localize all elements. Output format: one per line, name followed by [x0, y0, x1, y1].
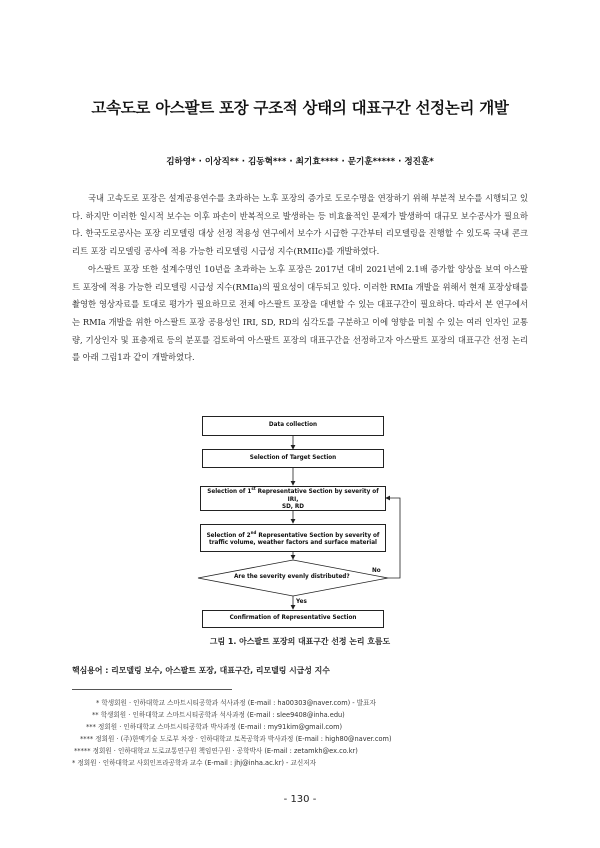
flowchart-connectors — [190, 412, 420, 628]
footnote-6: * 정회원 · 인하대학교 사회인프라공학과 교수 (E-mail : jhj@inha.ac.kr) - 교신저자 — [72, 759, 316, 767]
yes-label: Yes — [296, 599, 307, 605]
footnote-1: * 학생회원 · 인하대학교 스마트시티공학과 석사과정 (E-mail : ha00303@naver.com) - 발표자 — [96, 699, 376, 707]
page-number: - 130 - — [283, 794, 317, 805]
flowchart — [190, 412, 420, 628]
footnote-2: ** 학생회원 · 인하대학교 스마트시티공학과 석사과정 (E-mail : slee9408@inha.edu) — [92, 711, 345, 719]
step-first-representative: Selection of 1st Representative Section by severity of IRI, SD, RD — [200, 486, 386, 511]
footnote-3: *** 정회원 · 인하대학교 스마트시티공학과 박사과정 (E-mail : my91kim@gmail.com) — [86, 723, 343, 731]
author-list: 김하영* · 이상직** · 김동혁*** · 최기효**** · 문기훈***** · 정진훈* — [166, 157, 434, 167]
footnote-4: **** 정회원 · (주)한맥기술 도로부 차장 · 인하대학교 토목공학과 박사과정 (E-mail : high80@naver.com) — [80, 735, 392, 743]
step-data-collection: Data collection — [202, 416, 384, 436]
footnote-divider — [72, 689, 232, 690]
figure-caption: 그림 1. 아스팔트 포장의 대표구간 선정 논리 흐름도 — [209, 637, 391, 646]
footnote-5: ***** 정회원 · 인하대학교 도로교통연구원 책임연구원 · 공학박사 (E-mail : zetamkh@ex.co.kr) — [74, 747, 358, 755]
step-confirmation: Confirmation of Representative Section — [202, 610, 384, 628]
keywords: 핵심용어 : 리모델링 보수, 아스팔트 포장, 대표구간, 리모델링 시급성 지수 — [72, 666, 330, 675]
step-second-representative: Selection of 2nd Representative Section by severity of traffic volume, weather factors and surface material — [200, 524, 386, 552]
abstract-body — [72, 190, 528, 367]
paper-title: 고속도로 아스팔트 포장 구조적 상태의 대표구간 선정논리 개발 — [91, 99, 509, 117]
decision-label: Are the severity evenly distributed? — [234, 574, 350, 580]
step-target-section: Selection of Target Section — [202, 449, 384, 468]
no-label: No — [372, 568, 381, 574]
paragraph-1: 국내 고속도로 포장은 설계공용연수를 초과하는 노후 포장의 증가로 도로수명을 연장하기 위해 부분적 보수를 시행되고 있다. 하지만 이러한 일시적 보수는 이후 파손이 반복적으로 발생하는 등 비효율적인 문제가 발생하여 대규모 보수공사가 필요하다. 한국도로공사는 포장 리모델링 대상 선정 적용성 연구에서 보수가 시급한 구간부터 리모델링을 진행할 수 있도록 국내 콘크리트 포장 리모델링 공사에 적용 가능한 리모델링 시급성 지수(RMIIc)를 개발하였다. — [72, 193, 528, 257]
paragraph-2: 아스팔트 포장 또한 설계수명인 10년을 초과하는 노후 포장은 2017년 대비 2021년에 2.1배 증가할 양상을 보여 아스팔트 포장에 적용 가능한 리모델링 시급성 지수(RMIa)의 필요성이 대두되고 있다. 이러한 RMIa 개발을 위해서 현재 포장상태를 촬영한 영상자료를 토대로 평가가 필요하므로 전체 아스팔트 포장을 대변할 수 있는 대표구간이 필요하다. 따라서 본 연구에서는 RMIa 개발을 위한 아스팔트 포장 공용성인 IRI, SD, RD의 심각도를 구분하고 이에 영향을 미칠 수 있는 여러 인자인 교통량, 기상인자 및 표층재료 등의 분포를 검토하여 아스팔트 포장의 대표구간을 선정하고자 아스팔트 포장의 대표구간 선정 논리를 아래 그림1과 같이 개발하였다. — [72, 263, 528, 363]
